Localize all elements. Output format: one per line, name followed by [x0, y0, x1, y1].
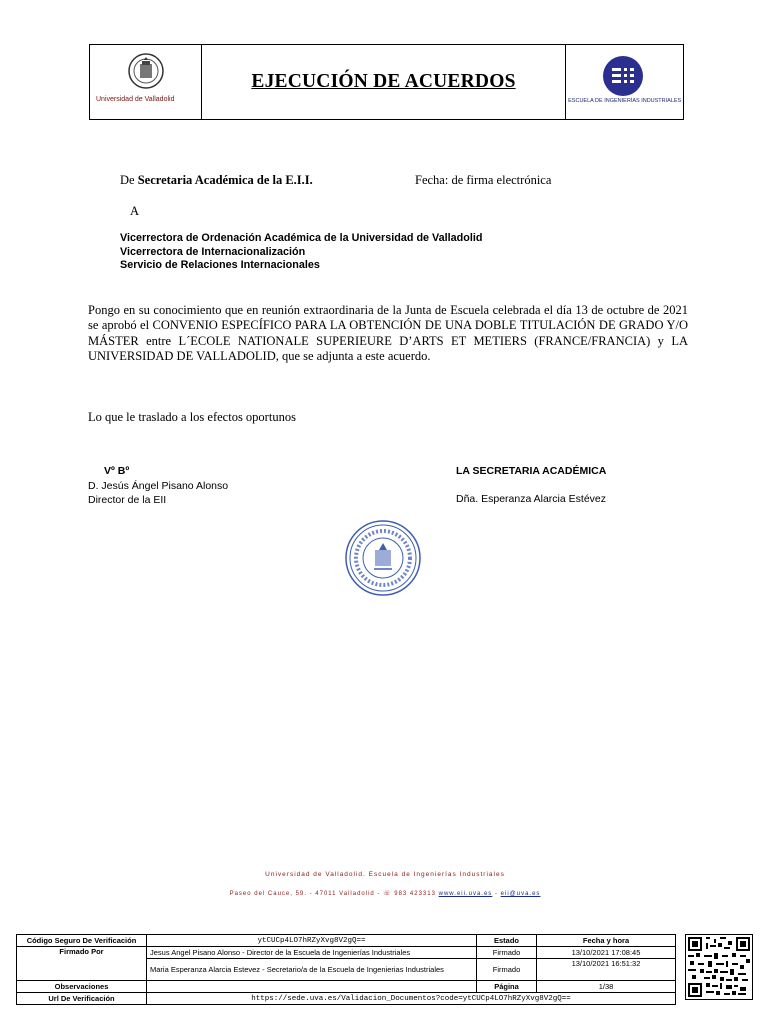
- signer2-datetime: 13/10/2021 16:51:32: [537, 959, 676, 981]
- footer-email-link[interactable]: eii@uva.es: [500, 891, 541, 897]
- table-row: [17, 981, 676, 993]
- signer2-cell: Maria Esperanza Alarcia Estevez - Secretario/a de la Escuela de Ingenierias Industriales: [147, 959, 477, 981]
- footer-address: Paseo del Cauce, 59. - 47011 Valladolid - ☏ 983 423313: [229, 891, 436, 897]
- url-label: Url De Verificación: [17, 993, 147, 1005]
- recipient-item: Vicerrectora de Ordenación Académica de la Universidad de Valladolid: [120, 232, 483, 244]
- qr-code[interactable]: [685, 934, 753, 1000]
- footer-contact: [0, 890, 770, 897]
- official-stamp-icon: [344, 519, 422, 597]
- signer1-cell: Jesus Angel Pisano Alonso - Director de la Escuela de Ingenierías Industriales: [147, 947, 477, 959]
- signer2-name: Dña. Esperanza Alarcia Estévez: [456, 493, 606, 505]
- fecha-label: Fecha y hora: [537, 935, 676, 947]
- document-header: [89, 44, 684, 120]
- table-row: [17, 993, 676, 1005]
- csv-label: Código Seguro De Verificación: [17, 935, 147, 947]
- signer1-name: D. Jesús Ángel Pisano Alonso: [88, 480, 229, 492]
- estado-label: Estado: [477, 935, 537, 947]
- footer-institution: Universidad de Valladolid. Escuela de Ingenierías Industriales: [265, 871, 505, 878]
- signer1-datetime: 13/10/2021 17:08:45: [537, 947, 676, 959]
- recipient-item: Vicerrectora de Internacionalización: [120, 245, 306, 258]
- footer-separator: -: [494, 891, 498, 897]
- table-row: [17, 935, 676, 947]
- recipient-item: Servicio de Relaciones Internacionales: [120, 259, 320, 271]
- from-line: [120, 173, 313, 188]
- vobo-label: Vº Bº: [104, 465, 130, 477]
- date-line: Fecha: de firma electrónica: [415, 173, 552, 187]
- pagina-value: 1/38: [537, 981, 676, 993]
- firmado-label: Firmado Por: [17, 947, 147, 981]
- document-title: EJECUCIÓN DE ACUERDOS: [251, 71, 516, 92]
- qr-code-icon: [688, 937, 750, 997]
- signer1-block: [88, 479, 228, 507]
- signer2-status: Firmado: [477, 959, 537, 981]
- uva-seal-icon: [124, 51, 168, 91]
- uva-logo-cell: [90, 45, 202, 119]
- uva-name: Universidad de Valladolid: [96, 96, 175, 103]
- table-row: [17, 947, 676, 959]
- eii-logo-icon: [602, 55, 644, 97]
- eii-name: ESCUELA DE INGENIERÍAS INDUSTRIALES: [568, 98, 682, 104]
- recipients-list: [120, 232, 482, 273]
- footer-web-link[interactable]: www.eii.uva.es: [438, 891, 493, 897]
- to-label: A: [130, 204, 140, 218]
- obs-label: Observaciones: [17, 981, 147, 993]
- pagina-label: Página: [477, 981, 537, 993]
- url-value[interactable]: https://sede.uva.es/Validacion_Documentos?code=ytCUCp4LO7hRZyXvg8V2gQ==: [147, 993, 676, 1005]
- signer2-title: LA SECRETARIA ACADÉMICA: [456, 465, 607, 477]
- verification-table: [16, 934, 676, 1005]
- title-cell: [202, 45, 567, 119]
- csv-value: ytCUCp4LO7hRZyXvg8V2gQ==: [147, 935, 477, 947]
- body-paragraph: Pongo en su conocimiento que en reunión extraordinaria de la Junta de Escuela celebrada el día 13 de octubre de 2021 se aprobó el CONVENIO ESPECÍFICO PARA LA OBTENCIÓN DE UNA DOBLE TITULACIÓN DE GRADO Y/O MÁSTER entre L´ECOLE NATIONALE SUPERIEURE D’ARTS ET METIERS (FRANCE/FRANCIA) y LA UNIVERSIDAD DE VALLADOLID, que se adjunta a este acuerdo.: [88, 303, 688, 363]
- signer1-status: Firmado: [477, 947, 537, 959]
- signer1-role: Director de la EII: [88, 494, 167, 506]
- closing-line: Lo que le traslado a los efectos oportunos: [88, 410, 296, 424]
- obs-value: [147, 981, 477, 993]
- from-prefix: De: [120, 173, 135, 187]
- eii-logo-cell: [566, 45, 683, 119]
- from-sender: Secretaria Académica de la E.I.I.: [137, 173, 313, 187]
